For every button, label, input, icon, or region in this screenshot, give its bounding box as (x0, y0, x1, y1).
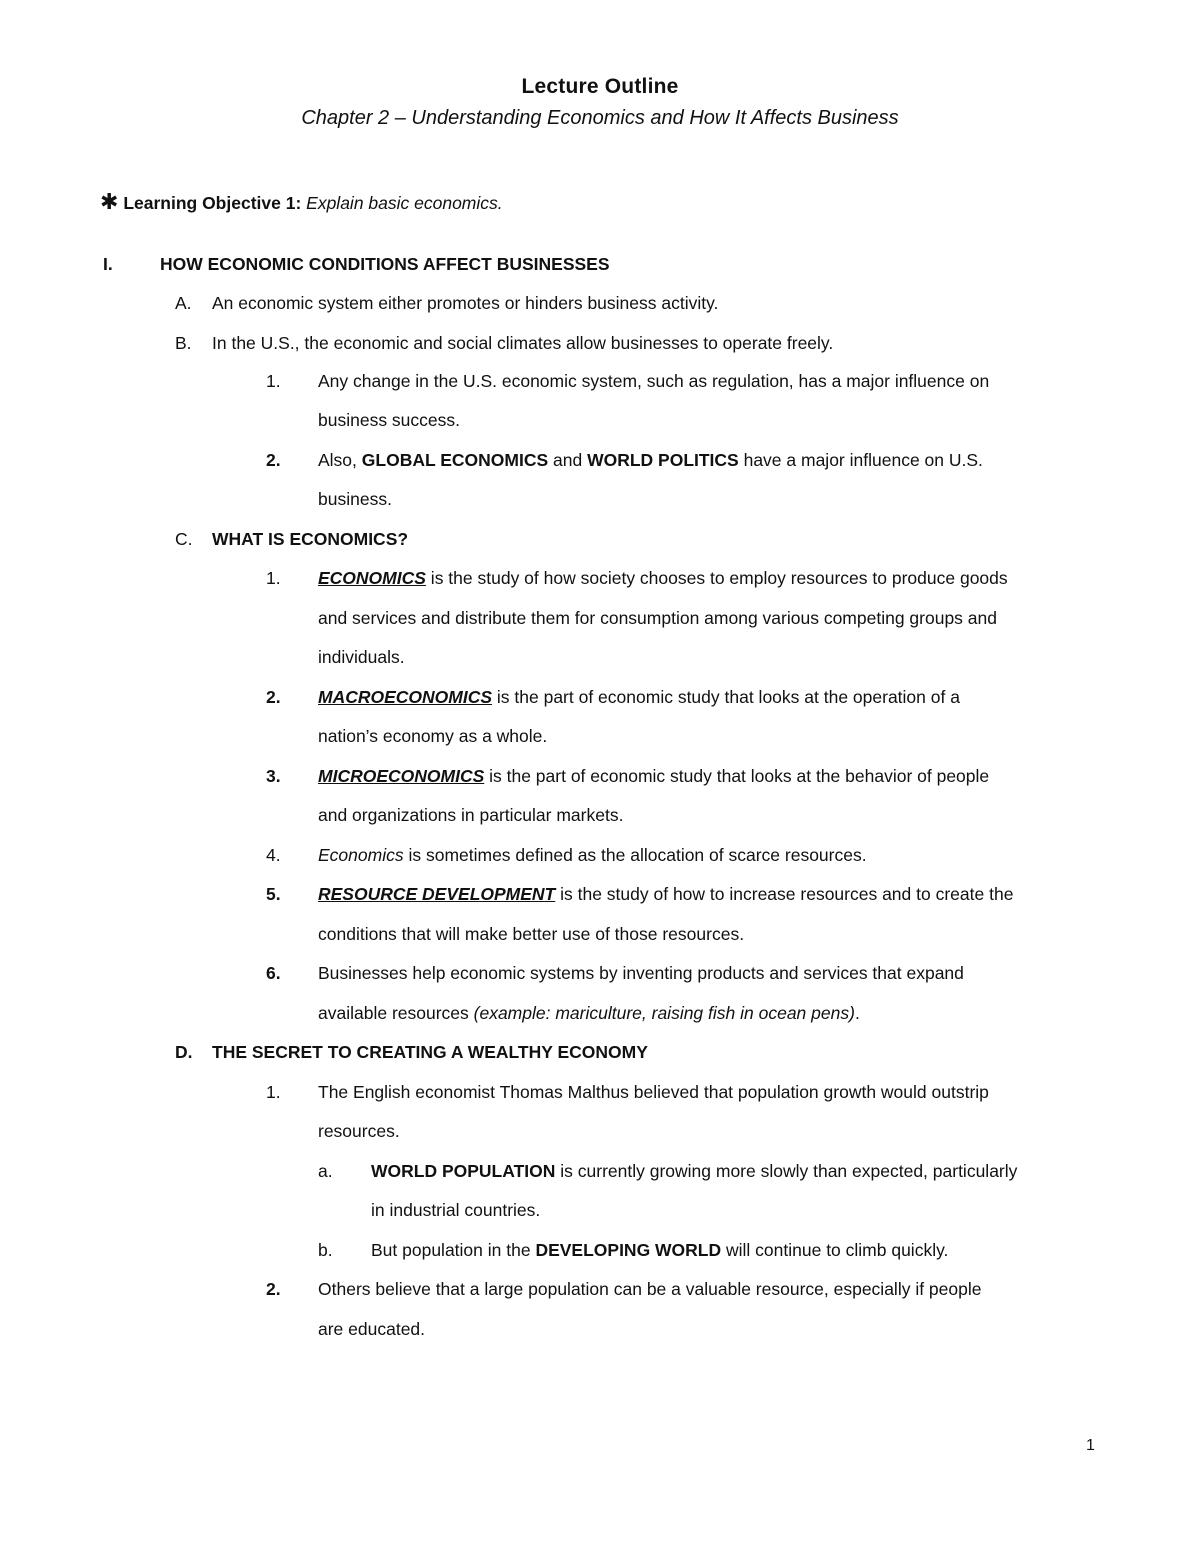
outline-text: Any change in the U.S. economic system, such as regulation, has a major influence on (318, 371, 990, 391)
outline-text: Others believe that a large population can be a valuable resource, especially if people (318, 1279, 982, 1299)
key-term: ECONOMICS (318, 568, 426, 588)
outline-text: In the U.S., the economic and social climates allow businesses to operate freely. (212, 333, 834, 353)
text-run: is the study of how to increase resources and to create the (555, 884, 1014, 904)
text-run: is currently growing more slowly than expected, particularly (555, 1161, 1018, 1181)
outline-text (318, 449, 983, 471)
page-number: 1 (1086, 1437, 1095, 1454)
outline-text: An economic system either promotes or hinders business activity. (212, 293, 719, 313)
section-heading: HOW ECONOMIC CONDITIONS AFFECT BUSINESSES (160, 254, 610, 274)
objective-label: Learning Objective 1: (123, 193, 302, 213)
text-run: . (854, 1003, 860, 1023)
outline-marker: 2. (266, 1279, 281, 1299)
outline-text (318, 567, 1008, 589)
outline-marker: 4. (266, 845, 281, 865)
outline-marker: 2. (266, 450, 281, 470)
key-term: WORLD POPULATION (371, 1161, 556, 1181)
section-marker: I. (103, 254, 113, 274)
outline-text: and organizations in particular markets. (318, 805, 624, 825)
outline-text: business success. (318, 410, 461, 430)
text-run: is the part of economic study that looks at the operation of a (492, 687, 960, 707)
text-run: is sometimes defined as the allocation of scarce resources. (403, 845, 867, 865)
outline-marker: 6. (266, 963, 281, 983)
outline-heading: WHAT IS ECONOMICS? (212, 529, 409, 549)
outline-marker: 5. (266, 884, 281, 904)
text-run: and (548, 450, 588, 470)
text-run: is the study of how society chooses to employ resources to produce goods (425, 568, 1008, 588)
outline-marker: A. (175, 293, 192, 313)
key-term: MACROECONOMICS (318, 687, 493, 707)
outline-marker: D. (175, 1042, 193, 1062)
outline-text: individuals. (318, 647, 405, 667)
outline-text: The English economist Thomas Malthus believed that population growth would outstrip (318, 1082, 989, 1102)
key-term: Economics (318, 845, 404, 865)
outline-text (318, 883, 1013, 905)
outline-marker: 2. (266, 687, 281, 707)
text-run: is the part of economic study that looks at the behavior of people (484, 766, 990, 786)
outline-marker: 1. (266, 1082, 281, 1102)
outline-text: are educated. (318, 1319, 426, 1339)
outline-text: nation’s economy as a whole. (318, 726, 548, 746)
outline-text: and services and distribute them for consumption among various competing groups and (318, 608, 997, 628)
outline-text: resources. (318, 1121, 400, 1141)
outline-text (318, 686, 960, 708)
outline-text (371, 1239, 948, 1261)
example-text: (example: mariculture, raising fish in ocean pens) (473, 1003, 855, 1023)
outline-text: business. (318, 489, 392, 509)
key-term: DEVELOPING WORLD (535, 1240, 722, 1260)
text-run: But population in the (371, 1240, 536, 1260)
objective-text: Explain basic economics. (306, 193, 503, 213)
outline-marker: 3. (266, 766, 281, 786)
key-term: WORLD POLITICS (587, 450, 739, 470)
text-run: available resources (318, 1003, 474, 1023)
outline-marker: 1. (266, 371, 281, 391)
outline-text: conditions that will make better use of those resources. (318, 924, 745, 944)
outline-text: in industrial countries. (371, 1200, 541, 1220)
outline-text (371, 1160, 1017, 1182)
outline-marker: a. (318, 1161, 333, 1181)
text-run: have a major influence on U.S. (738, 450, 983, 470)
key-term: RESOURCE DEVELOPMENT (318, 884, 556, 904)
page-title: Lecture Outline (521, 75, 679, 98)
page-subtitle: Chapter 2 – Understanding Economics and How It Affects Business (301, 107, 899, 129)
outline-marker: B. (175, 333, 192, 353)
outline-marker: C. (175, 529, 193, 549)
text-run: Also, (318, 450, 362, 470)
asterisk-icon: ✱ (100, 189, 119, 214)
outline-marker: b. (318, 1240, 333, 1260)
key-term: MICROECONOMICS (318, 766, 485, 786)
outline-heading: THE SECRET TO CREATING A WEALTHY ECONOMY (212, 1042, 648, 1062)
outline-text (318, 844, 867, 866)
key-term: GLOBAL ECONOMICS (361, 450, 549, 470)
outline-text: Businesses help economic systems by inventing products and services that expand (318, 963, 964, 983)
learning-objective (100, 191, 503, 214)
outline-marker: 1. (266, 568, 281, 588)
outline-text (318, 765, 989, 787)
text-run: will continue to climb quickly. (721, 1240, 949, 1260)
outline-text (318, 1002, 860, 1024)
